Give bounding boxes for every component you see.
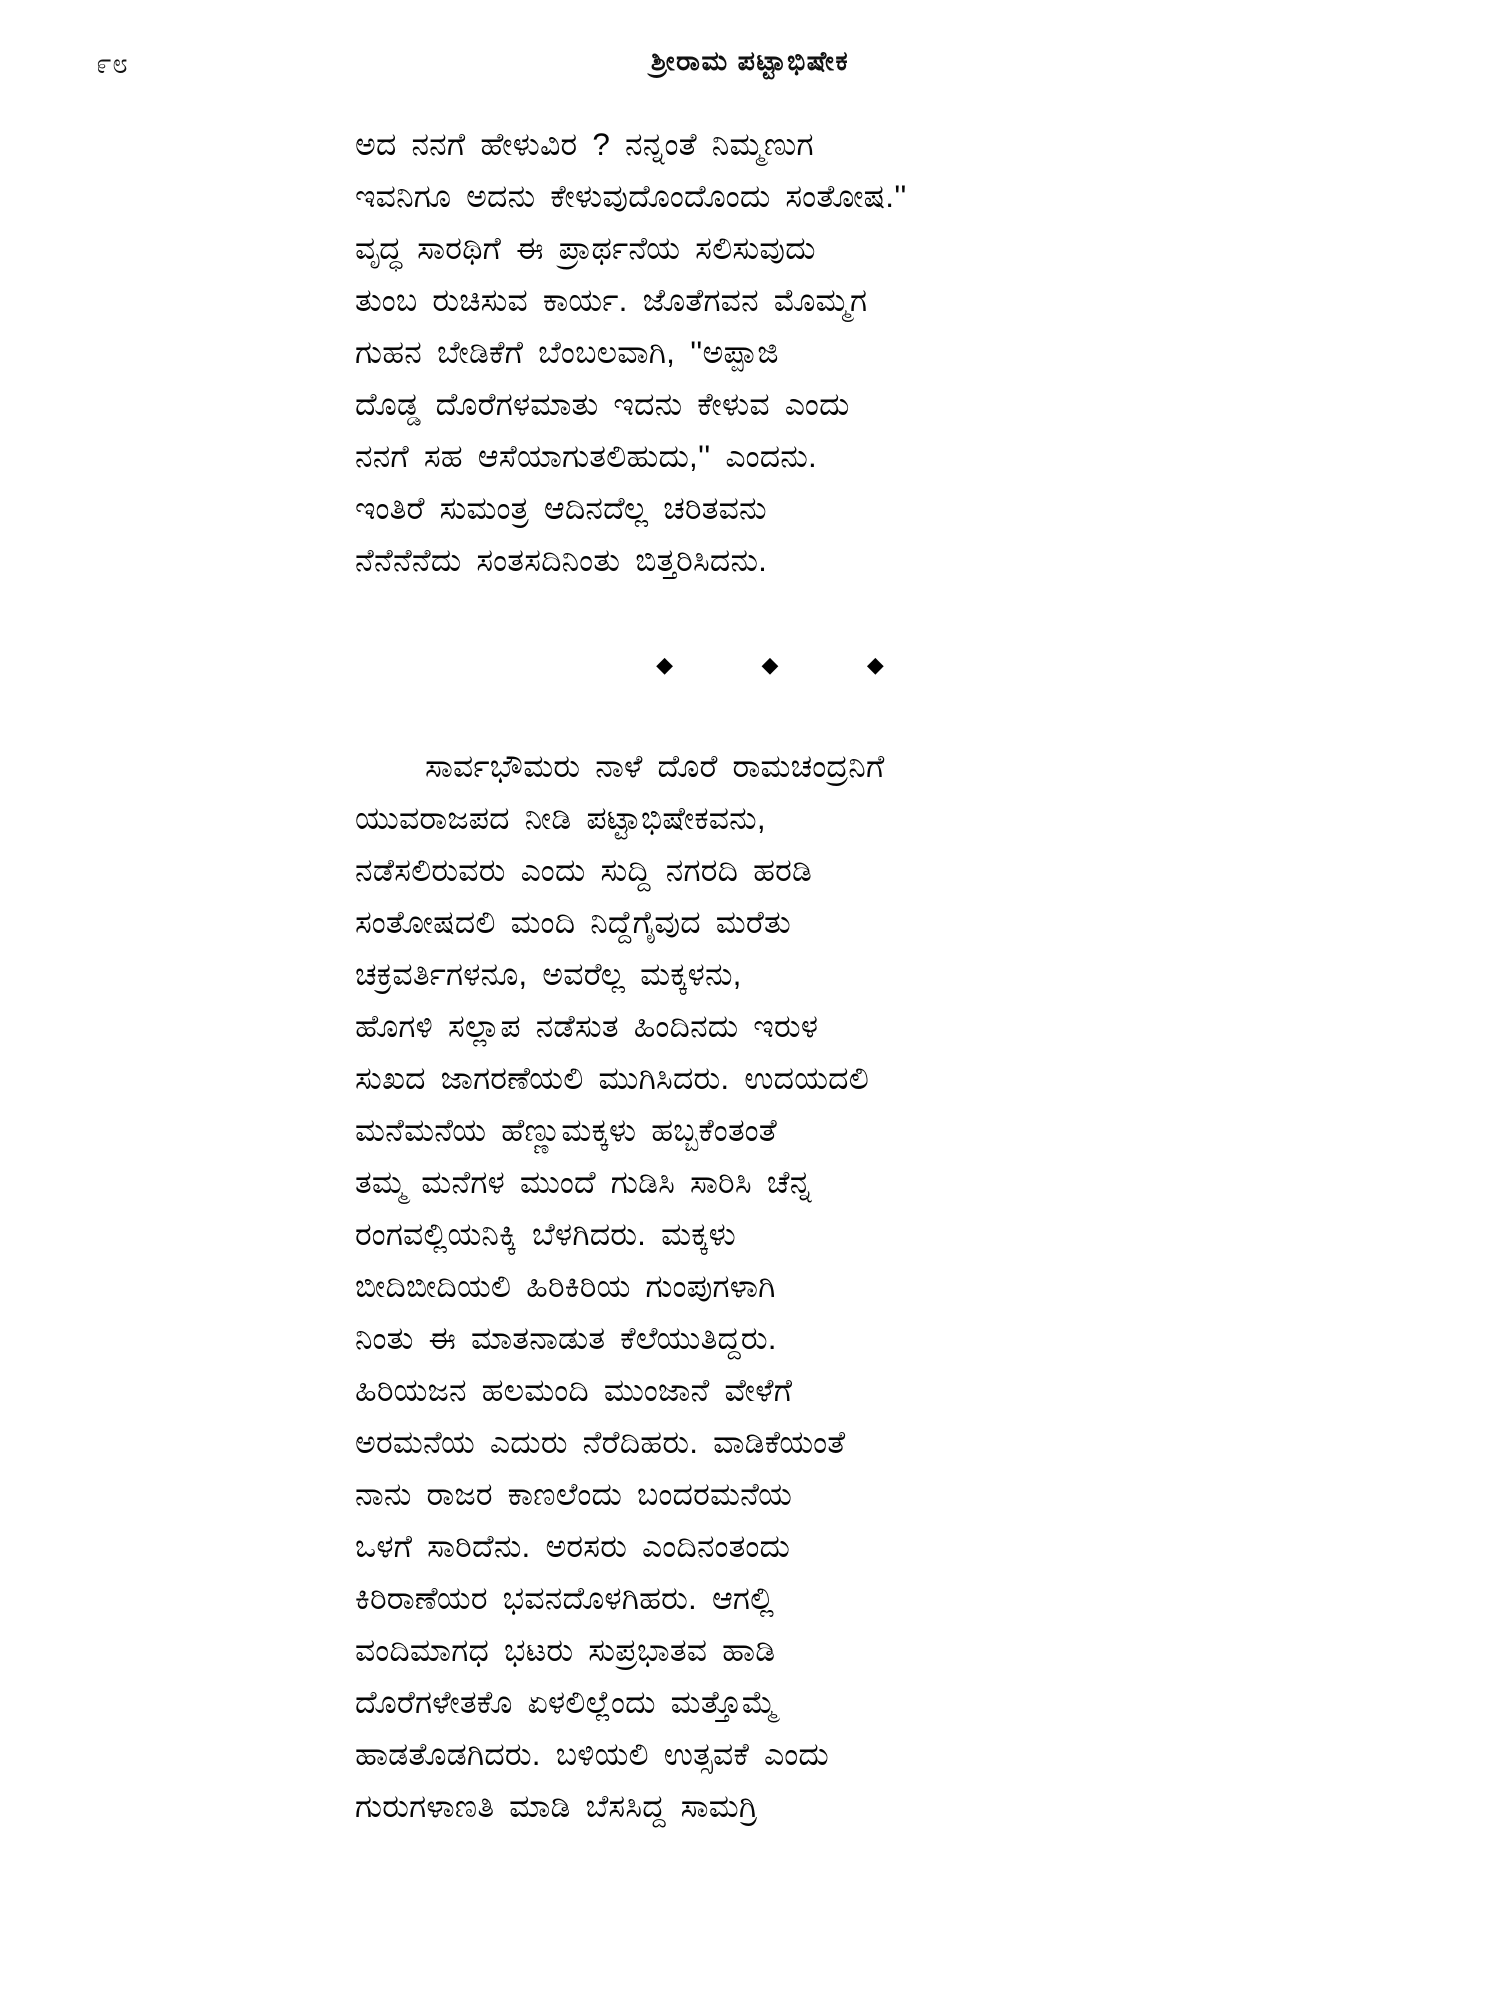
- running-head-title: ಶ್ರೀರಾಮ ಪಟ್ಟಾಭಿಷೇಕ: [650, 46, 850, 76]
- text-line: ಹೊಗಳಿ ಸಲ್ಲಾಪ ನಡೆಸುತ ಹಿಂದಿನದು ಇರುಳ: [355, 1008, 819, 1044]
- text-line: ಮನೆಮನೆಯ ಹೆಣ್ಣುಮಕ್ಕಳು ಹಬ್ಬಕೆಂತಂತೆ: [355, 1112, 777, 1148]
- text-line: ಹಾಡತೊಡಗಿದರು. ಬಳಿಯಲಿ ಉತ್ಸವಕೆ ಎಂದು: [355, 1736, 829, 1772]
- page-number: ೯೮: [96, 48, 129, 79]
- paragraph-2: [355, 740, 1195, 1832]
- section-divider: [355, 655, 1185, 677]
- text-line: ದೊಡ್ಡ ದೊರೆಗಳಮಾತು ಇದನು ಕೇಳುವ ಎಂದು: [355, 386, 850, 422]
- text-line: ಯುವರಾಜಪದ ನೀಡಿ ಪಟ್ಟಾಭಿಷೇಕವನು,: [355, 800, 766, 836]
- diamond-icon: ◆: [866, 653, 884, 678]
- text-line: ಗುಹನ ಬೇಡಿಕೆಗೆ ಬೆಂಬಲವಾಗಿ, ''ಅಪ್ಪಾಜಿ: [355, 334, 779, 370]
- text-line: ನಿಂತು ಈ ಮಾತನಾಡುತ ಕೆಲೆಯುತಿದ್ದರು.: [355, 1320, 777, 1356]
- text-line: ಬೀದಿಬೀದಿಯಲಿ ಹಿರಿಕಿರಿಯ ಗುಂಪುಗಳಾಗಿ: [355, 1268, 776, 1304]
- text-line: ವಂದಿಮಾಗಧ ಭಟರು ಸುಪ್ರಭಾತವ ಹಾಡಿ: [355, 1632, 776, 1668]
- text-line: ತಮ್ಮ ಮನೆಗಳ ಮುಂದೆ ಗುಡಿಸಿ ಸಾರಿಸಿ ಚೆನ್ನ: [355, 1164, 812, 1200]
- text-line: ಇವನಿಗೂ ಅದನು ಕೇಳುವುದೊಂದೊಂದು ಸಂತೋಷ.'': [355, 178, 907, 214]
- text-line: ನನಗೆ ಸಹ ಆಸೆಯಾಗುತಲಿಹುದು,'' ಎಂದನು.: [355, 438, 817, 474]
- text-line: ತುಂಬ ರುಚಿಸುವ ಕಾರ್ಯ. ಜೊತೆಗವನ ಮೊಮ್ಮಗ: [355, 282, 868, 318]
- paragraph-block-2: [355, 740, 1195, 1832]
- text-line: ನೆನೆನೆನೆದು ಸಂತಸದಿನಿಂತು ಬಿತ್ತರಿಸಿದನು.: [355, 542, 768, 578]
- text-line: ನಾನು ರಾಜರ ಕಾಣಲೆಂದು ಬಂದರಮನೆಯ: [355, 1476, 793, 1512]
- text-line: ಇಂತಿರೆ ಸುಮಂತ್ರ ಆದಿನದೆಲ್ಲ ಚರಿತವನು: [355, 490, 767, 526]
- text-line: ನಡೆಸಲಿರುವರು ಎಂದು ಸುದ್ದಿ ನಗರದಿ ಹರಡಿ: [355, 852, 813, 888]
- text-line: ಸಾರ್ವಭೌಮರು ನಾಳೆ ದೊರೆ ರಾಮಚಂದ್ರನಿಗೆ: [425, 748, 885, 784]
- paragraph-block-1: [355, 118, 1185, 586]
- text-line: ರಂಗವಲ್ಲಿಯನಿಕ್ಕಿ ಬೆಳಗಿದರು. ಮಕ್ಕಳು: [355, 1216, 736, 1252]
- text-line: ದೊರೆಗಳೇತಕೊ ಏಳಲಿಲ್ಲೆಂದು ಮತ್ತೊಮ್ಮೆ: [355, 1684, 778, 1720]
- text-line: ಸುಖದ ಜಾಗರಣೆಯಲಿ ಮುಗಿಸಿದರು. ಉದಯದಲಿ: [355, 1060, 869, 1096]
- text-line: ಕಿರಿರಾಣೆಯರ ಭವನದೊಳಗಿಹರು. ಆಗಲ್ಲಿ: [355, 1580, 775, 1616]
- text-line: ಗುರುಗಳಾಣತಿ ಮಾಡಿ ಬೆಸಸಿದ್ದ ಸಾಮಗ್ರಿ: [355, 1788, 758, 1824]
- text-line: ಚಕ್ರವರ್ತಿಗಳನೂ, ಅವರೆಲ್ಲ ಮಕ್ಕಳನು,: [355, 956, 742, 992]
- diamond-icon: ◆: [761, 653, 779, 678]
- page-header: [0, 28, 1500, 78]
- text-line: ಸಂತೋಷದಲಿ ಮಂದಿ ನಿದ್ದೆಗೈವುದ ಮರೆತು: [355, 904, 791, 940]
- text-line: ಒಳಗೆ ಸಾರಿದೆನು. ಅರಸರು ಎಂದಿನಂತಂದು: [355, 1528, 791, 1564]
- text-line-first: [355, 740, 1195, 792]
- text-line: ವೃದ್ಧ ಸಾರಥಿಗೆ ಈ ಪ್ರಾರ್ಥನೆಯ ಸಲಿಸುವುದು: [355, 230, 816, 266]
- text-line: ಅರಮನೆಯ ಎದುರು ನೆರೆದಿಹರು. ವಾಡಿಕೆಯಂತೆ: [355, 1424, 846, 1460]
- text-line: ಅದ ನನಗೆ ಹೇಳುವಿರ ? ನನ್ನಂತೆ ನಿಮ್ಮಣುಗ: [355, 126, 814, 162]
- diamond-icon: ◆: [656, 653, 674, 678]
- text-line: ಹಿರಿಯಜನ ಹಲಮಂದಿ ಮುಂಜಾನೆ ವೇಳೆಗೆ: [355, 1372, 793, 1408]
- paragraph-1: [355, 118, 1185, 586]
